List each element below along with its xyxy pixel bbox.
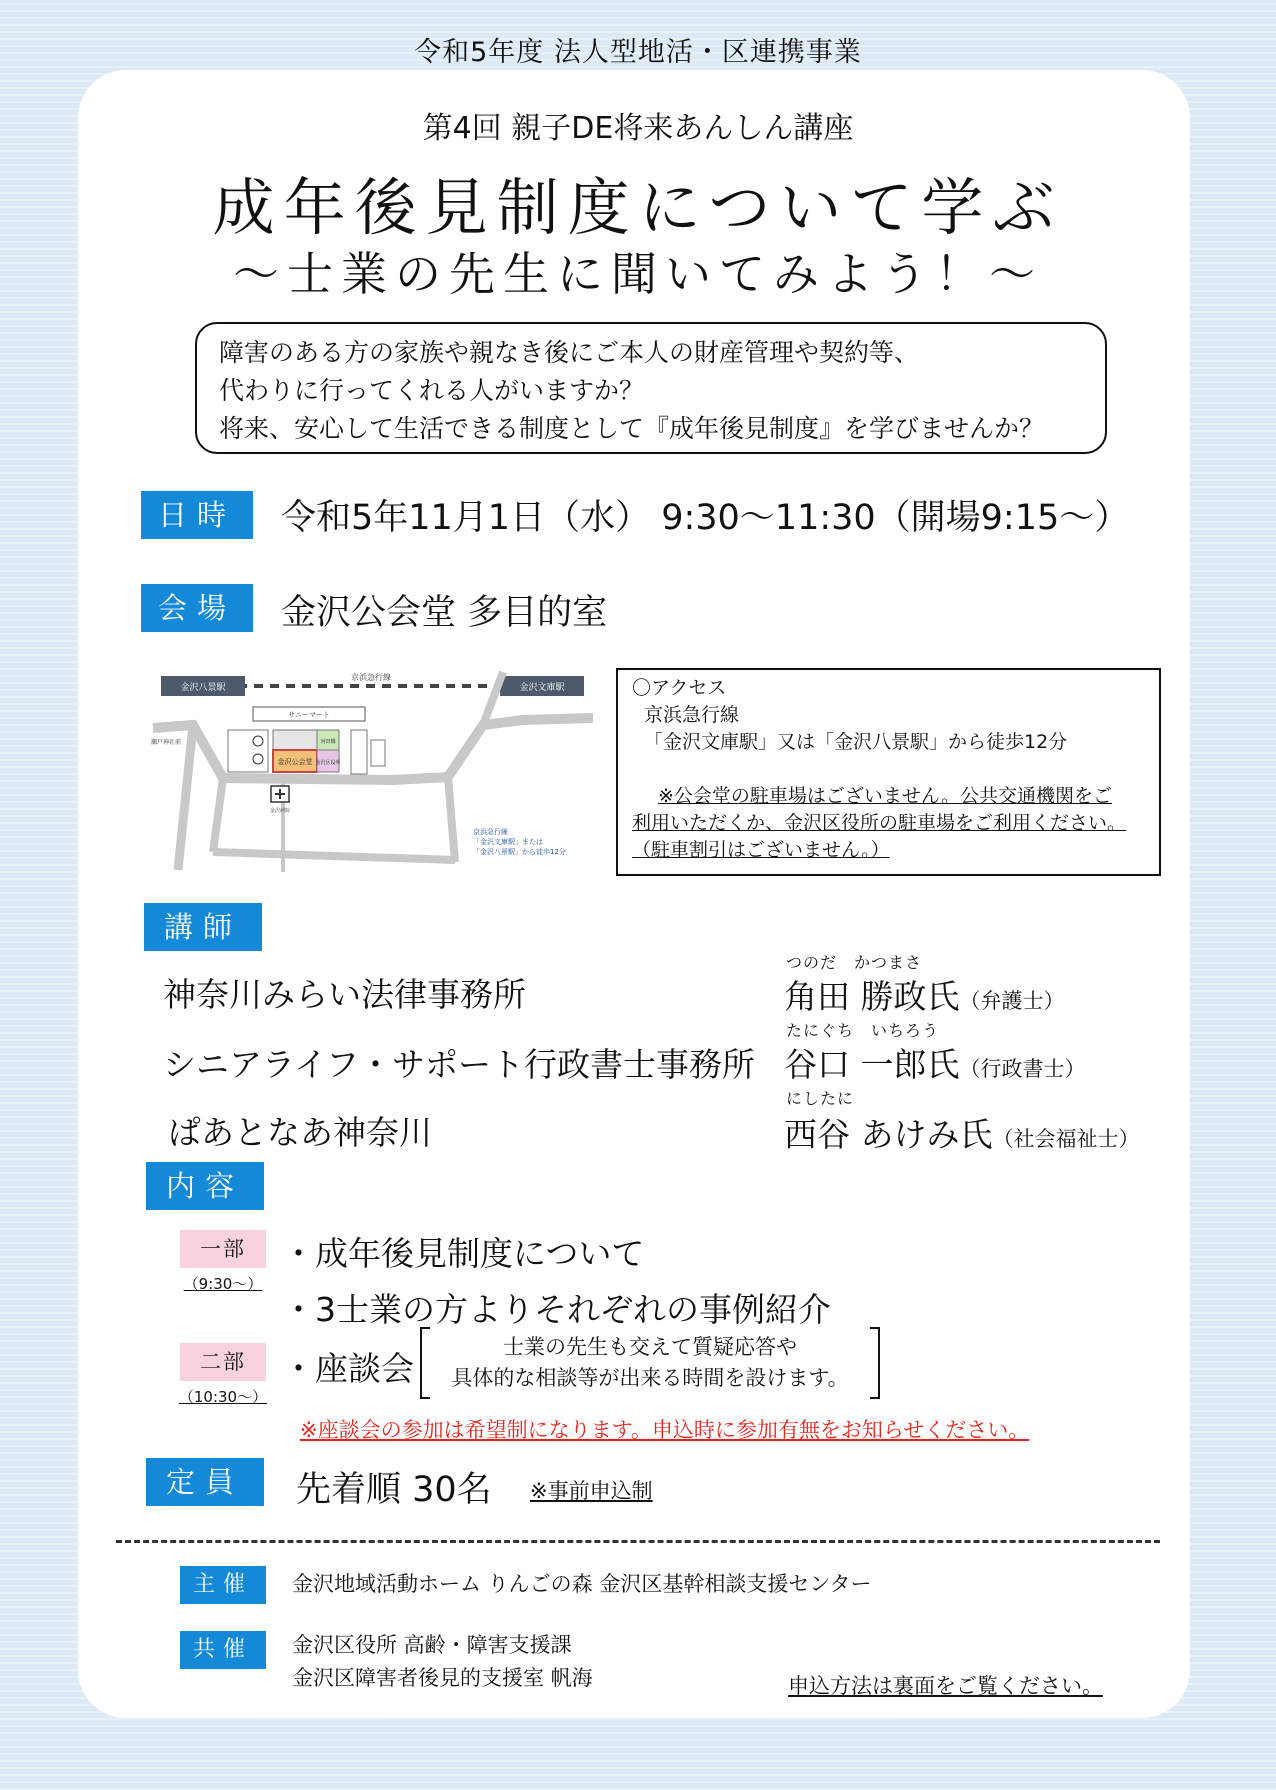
access-heading: 〇アクセス	[632, 677, 727, 699]
capacity-note: ※事前申込制	[530, 1479, 653, 1503]
access-parking-3: （駐車割引はございません。）	[632, 839, 890, 861]
lecturer-org: 神奈川みらい法律事務所	[163, 975, 526, 1014]
map-hall-label: 金沢公会堂	[277, 758, 313, 766]
part2-tag: 二部	[180, 1343, 266, 1381]
intro-box	[195, 322, 1107, 454]
cosponsor-line-1: 金沢区役所 高齢・障害支援課	[292, 1633, 572, 1657]
map-hospital-label: 金沢病院	[269, 808, 291, 814]
content-line-3: ・座談会	[282, 1349, 414, 1388]
part2-time: （10:30～）	[178, 1388, 268, 1406]
apply-note: 申込方法は裏面をご覧ください。	[788, 1674, 1103, 1698]
discussion-bracket	[420, 1327, 880, 1399]
lecturer-name-row	[784, 1039, 1086, 1086]
datetime-label: 日時	[141, 491, 253, 539]
organizer-label: 主催	[180, 1566, 266, 1604]
contents-label: 内容	[146, 1162, 264, 1210]
venue-value: 金沢公会堂 多目的室	[281, 593, 608, 633]
content-line-1: ・成年後見制度について	[282, 1234, 645, 1273]
capacity-value: 先着順 30名	[296, 1470, 492, 1510]
lecturer-name: 谷口 一郎氏	[784, 1045, 960, 1084]
access-box	[616, 668, 1161, 876]
access-map	[143, 662, 603, 880]
datetime-value: 令和5年11月1日（水） 9:30～11:30（開場9:15～）	[281, 498, 1130, 538]
series-title: 第4回 親子DE将来あんしん講座	[422, 111, 854, 146]
venue-label: 会場	[141, 584, 253, 632]
map-sunny-mart: サニーマート	[288, 711, 330, 719]
map-shrine-label: 瀬戸神社前	[151, 739, 182, 746]
lecturer-org: ぱあとなあ神奈川	[168, 1113, 432, 1152]
sub-title: ～士業の先生に聞いてみよう！～	[233, 247, 1043, 301]
part1-tag: 一部	[180, 1230, 266, 1268]
map-railway-label: 京浜急行線	[351, 673, 391, 682]
cosponsor-label: 共催	[180, 1631, 266, 1669]
map-park-label: 河田橋	[320, 739, 336, 745]
lecturers-label: 講師	[144, 903, 262, 951]
lecturer-name: 角田 勝政氏	[784, 977, 960, 1016]
lecturer-ruby: たにぐち いちろう	[786, 1021, 940, 1040]
access-walk: 「金沢文庫駅」又は「金沢八景駅」から徒歩12分	[644, 731, 1068, 753]
top-title: 令和5年度 法人型地活・区連携事業	[414, 37, 862, 68]
part1-time: （9:30～）	[183, 1275, 263, 1293]
map-ward-office-label: 金沢区役所	[315, 760, 341, 766]
main-title: 成年後見制度について学ぶ	[212, 171, 1064, 244]
map-route-note-2: 「金沢文庫駅」または	[473, 838, 543, 846]
bracket-line: 具体的な相談等が出来る時間を設けます。	[451, 1366, 849, 1390]
intro-line: 将来、安心して生活できる制度として『成年後見制度』を学びませんか？	[219, 414, 1045, 443]
map-station-bunko: 金沢文庫駅	[519, 683, 565, 693]
lecturer-role: （社会福祉士）	[992, 1127, 1140, 1151]
access-parking-2: 利用いただくか、金沢区役所の駐車場をご利用ください。	[632, 812, 1127, 834]
lecturer-role: （弁護士）	[959, 989, 1065, 1013]
discussion-note: ※座談会の参加は希望制になります。申込時に参加有無をお知らせください。	[300, 1418, 1030, 1442]
lecturer-ruby: にしたに	[786, 1089, 855, 1108]
cosponsor-line-2: 金沢区障害者後見的支援室 帆海	[292, 1666, 593, 1690]
map-route-note-3: 「金沢八景駅」から徒歩12分	[473, 848, 566, 856]
lecturer-name: 西谷 あけみ氏	[784, 1115, 993, 1154]
intro-line: 代わりに行ってくれる人がいますか？	[219, 376, 645, 405]
map-station-hakkei: 金沢八景駅	[180, 683, 226, 693]
access-line: 京浜急行線	[644, 704, 740, 726]
lecturer-role: （行政書士）	[959, 1057, 1086, 1081]
lecturer-ruby: つのだ かつまさ	[786, 953, 923, 972]
capacity-label: 定員	[146, 1458, 264, 1506]
access-parking-1: ※公会堂の駐車場はございません。公共交通機関をご	[658, 785, 1113, 807]
organizer-value: 金沢地域活動ホーム りんごの森 金沢区基幹相談支援センター	[292, 1572, 872, 1596]
bracket-line: 士業の先生も交えて質疑応答や	[503, 1335, 797, 1359]
divider	[116, 1540, 1160, 1543]
lecturer-name-row	[784, 1109, 1140, 1156]
lecturer-org: シニアライフ・サポート行政書士事務所	[163, 1045, 756, 1084]
intro-line: 障害のある方の家族や親なき後にご本人の財産管理や契約等、	[219, 338, 920, 367]
map-route-note-1: 京浜急行線	[473, 828, 508, 836]
lecturer-name-row	[784, 971, 1065, 1018]
content-line-2: ・3士業の方よりそれぞれの事例紹介	[282, 1290, 831, 1329]
